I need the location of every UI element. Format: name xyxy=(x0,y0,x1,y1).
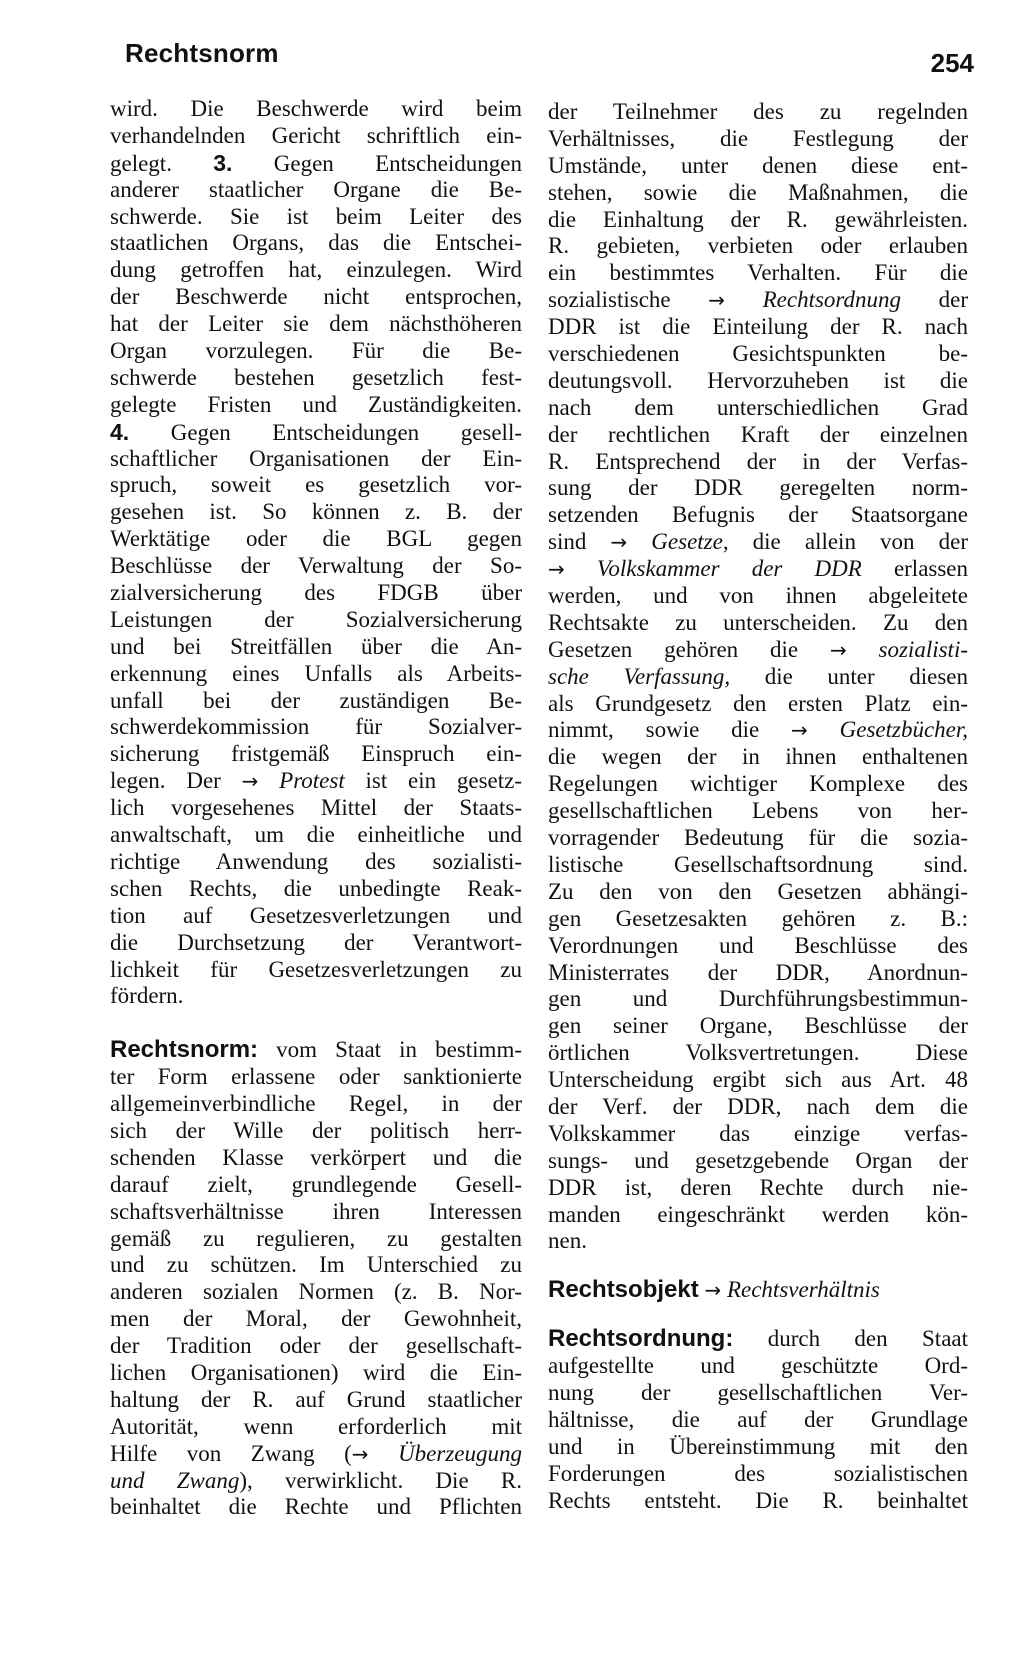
text-line: Werktätige oder die BGL gegen xyxy=(110,526,522,552)
text-line: Unterscheidung ergibt sich aus Art. 48 xyxy=(548,1067,968,1093)
text-line: schen Rechts, die unbedingte Reak- xyxy=(110,875,522,901)
text-line: gesellschaftlichen Lebens von her- xyxy=(548,798,968,824)
text-line: Volkskammer das einzige verfas- xyxy=(548,1120,968,1146)
text-line: Verordnungen und Beschlüsse des xyxy=(548,932,968,958)
text-line: men der Moral, der Gewohnheit, xyxy=(110,1306,522,1332)
text-line: gen Gesetzesakten gehören z. B.: xyxy=(548,905,968,931)
cross-reference-rechtsverhaeltnis: Rechtsverhältnis xyxy=(726,1277,880,1303)
text-line: als Grundgesetz den ersten Platz ein- xyxy=(548,690,968,716)
text-line: haltung der R. auf Grund staatlicher xyxy=(110,1386,522,1412)
cross-reference-verfassung-cont: sche Verfassung, xyxy=(548,663,731,689)
text-line: Rechtsordnung: durch den Staat xyxy=(548,1326,968,1353)
right-column xyxy=(548,99,968,1514)
text-line: unfall bei der zuständigen Be- xyxy=(110,687,522,713)
paragraph-gap xyxy=(548,1255,968,1277)
text-line: Verhältnisses, die Festlegung der xyxy=(548,125,968,151)
text-line: schwerde bestehen gesetzlich fest- xyxy=(110,364,522,390)
text-line: nach dem unterschiedlichen Grad xyxy=(548,394,968,420)
paragraph-gap xyxy=(548,1304,968,1326)
text-line: erkennung eines Unfalls als Arbeits- xyxy=(110,660,522,686)
text-line: verschiedenen Gesichtspunkten be- xyxy=(548,341,968,367)
text-line: die Durchsetzung der Verantwort- xyxy=(110,929,522,955)
text-line: Autorität, wenn erforderlich mit xyxy=(110,1413,522,1439)
left-column xyxy=(110,96,522,1521)
cross-reference-gesetze: Gesetze, xyxy=(651,529,729,555)
text-line: gemäß zu regulieren, zu gestalten xyxy=(110,1225,522,1251)
text-line: der rechtlichen Kraft der einzelnen xyxy=(548,421,968,447)
text-line: sich der Wille der politisch herr- xyxy=(110,1117,522,1143)
text-line: stehen, sowie die Maßnahmen, die xyxy=(548,179,968,205)
text-line: 4. Gegen Entscheidungen gesell- xyxy=(110,418,522,445)
text-line: schenden Klasse verkörpert und die xyxy=(110,1144,522,1170)
text-line: die Einhaltung der R. gewährleisten. xyxy=(548,206,968,232)
text-line: listische Gesellschaftsordnung sind. xyxy=(548,851,968,877)
enumeration-number: 4. xyxy=(110,418,130,445)
text-line: darauf zielt, grundlegende Gesell- xyxy=(110,1171,522,1197)
text-line: sind → Gesetze, die allein von der xyxy=(548,529,968,555)
text-line: und in Übereinstimmung mit den xyxy=(548,1433,968,1459)
text-line: aufgestellte und geschützte Ord- xyxy=(548,1353,968,1379)
text-line: Ministerrates der DDR, Anordnun- xyxy=(548,959,968,985)
entry-rechtsobjekt xyxy=(548,1277,968,1304)
text-line: R. Entsprechend der in der Verfas- xyxy=(548,448,968,474)
text-line: und Zwang), verwirklicht. Die R. xyxy=(110,1467,522,1493)
text-line: lichkeit für Gesetzesverletzungen zu xyxy=(110,956,522,982)
text-line: Zu den von den Gesetzen abhängi- xyxy=(548,878,968,904)
text-line: sozialistische → Rechtsordnung der xyxy=(548,287,968,313)
text-line: anderen sozialen Normen (z. B. Nor- xyxy=(110,1279,522,1305)
entry-rechtsnorm-continued xyxy=(548,99,968,1255)
text-line: sung der DDR geregelten norm- xyxy=(548,475,968,501)
entry-rechtsnorm xyxy=(110,1037,522,1521)
text-line: staatlichen Organs, das die Entschei- xyxy=(110,230,522,256)
cross-reference-arrow-icon: → xyxy=(610,530,628,555)
text-line: die wegen der in ihnen enthaltenen xyxy=(548,744,968,770)
text-line: lich vorgesehenes Mittel der Staats- xyxy=(110,795,522,821)
text-line: Organ vorzulegen. Für die Be- xyxy=(110,338,522,364)
text-line: setzenden Befugnis der Staatsorgane xyxy=(548,502,968,528)
text-line: Beschlüsse der Verwaltung der So- xyxy=(110,553,522,579)
text-line: werden, und von ihnen abgeleitete xyxy=(548,583,968,609)
text-line: wird. Die Beschwerde wird beim xyxy=(110,96,522,121)
text-line: der Beschwerde nicht entsprochen, xyxy=(110,284,522,310)
cross-reference-arrow-icon: → xyxy=(241,769,259,794)
text-line: verhandelnden Gericht schriftlich ein- xyxy=(110,122,522,148)
text-line: und bei Streitfällen über die An- xyxy=(110,633,522,659)
text-line: Leistungen der Sozialversicherung xyxy=(110,606,522,632)
text-line: Rechtsakte zu unterscheiden. Zu den xyxy=(548,609,968,635)
cross-reference-arrow-icon: → xyxy=(829,637,847,662)
text-line: DDR ist die Einteilung der R. nach xyxy=(548,314,968,340)
text-line: schaftsverhältnisse ihren Interessen xyxy=(110,1198,522,1224)
cross-reference-arrow-icon: → xyxy=(791,718,808,743)
text-line: Rechts entsteht. Die R. beinhaltet xyxy=(548,1487,968,1513)
text-line: der Teilnehmer des zu regelnden xyxy=(548,99,968,124)
text-line: gen seiner Organe, Beschlüsse der xyxy=(548,1013,968,1039)
text-line: fördern. xyxy=(110,983,184,1009)
text-line: Umstände, unter denen diese ent- xyxy=(548,152,968,178)
cross-reference-gesetzbuecher: Gesetzbücher, xyxy=(839,717,968,743)
text-line: tion auf Gesetzesverletzungen und xyxy=(110,902,522,928)
text-line: gesehen ist. So können z. B. der xyxy=(110,499,522,525)
text-line: deutungsvoll. Hervorzuheben ist die xyxy=(548,367,968,393)
paragraph-rechtsmittel-continued xyxy=(110,96,522,1010)
text-line: hat der Leiter sie dem nächsthöheren xyxy=(110,311,522,337)
text-line: der Verf. der DDR, nach dem die xyxy=(548,1093,968,1119)
text-line: sungs- und gesetzgebende Organ der xyxy=(548,1147,968,1173)
text-line: schaftlicher Organisationen der Ein- xyxy=(110,445,522,471)
text-line: Forderungen des sozialistischen xyxy=(548,1460,968,1486)
text-line: sche Verfassung, die unter diesen xyxy=(548,663,968,689)
text-line: gen und Durchführungsbestimmun- xyxy=(548,986,968,1012)
text-line: nimmt, sowie die → Gesetzbücher, xyxy=(548,717,968,743)
entry-headword: Rechtsordnung: xyxy=(548,1326,734,1353)
cross-reference-ueberzeugung-cont: und Zwang xyxy=(110,1467,240,1493)
cross-reference-arrow-icon: → xyxy=(351,1441,369,1466)
entry-headword: Rechtsnorm: xyxy=(110,1037,259,1064)
text-line: sicherung fristgemäß Einspruch ein- xyxy=(110,741,522,767)
page-number: 254 xyxy=(930,48,974,78)
text-line: hältnisse, die auf der Grundlage xyxy=(548,1406,968,1432)
cross-reference-arrow-icon: → xyxy=(704,1278,722,1303)
text-line: dung getroffen hat, einzulegen. Wird xyxy=(110,257,522,283)
cross-reference-volkskammer: Volkskammer der DDR xyxy=(596,556,862,582)
text-line: vorragender Bedeutung für die sozia- xyxy=(548,825,968,851)
text-line: gelegt. 3. Gegen Entscheidungen xyxy=(110,149,522,176)
text-line: nen. xyxy=(548,1228,587,1254)
text-line xyxy=(548,1277,968,1304)
entry-headword: Rechtsobjekt xyxy=(548,1277,699,1304)
text-line: zialversicherung des FDGB über xyxy=(110,580,522,606)
text-line: R. gebieten, verbieten oder erlauben xyxy=(548,233,968,259)
text-line: nung der gesellschaftlichen Ver- xyxy=(548,1379,968,1405)
paragraph-gap xyxy=(110,1010,522,1037)
text-line: anderer staatlicher Organe die Be- xyxy=(110,176,522,202)
text-line: Rechtsnorm: vom Staat in bestimm- xyxy=(110,1037,522,1064)
cross-reference-protest: Protest xyxy=(279,768,345,794)
text-line: → Volkskammer der DDR erlassen xyxy=(548,556,968,582)
text-line: örtlichen Volksvertretungen. Diese xyxy=(548,1040,968,1066)
text-line: allgemeinverbindliche Regel, in der xyxy=(110,1091,522,1117)
text-line: richtige Anwendung des sozialisti- xyxy=(110,848,522,874)
enumeration-number: 3. xyxy=(213,149,233,176)
text-line: anwaltschaft, um die einheitliche und xyxy=(110,822,522,848)
text-line: schwerde. Sie ist beim Leiter des xyxy=(110,203,522,229)
text-line: Hilfe von Zwang (→ Überzeugung xyxy=(110,1440,522,1466)
cross-reference-arrow-icon: → xyxy=(708,288,726,313)
text-line: Regelungen wichtiger Komplexe des xyxy=(548,771,968,797)
cross-reference-rechtsordnung: Rechtsordnung xyxy=(762,287,902,313)
text-line: manden eingeschränkt werden kön- xyxy=(548,1201,968,1227)
text-line: und zu schützen. Im Unterschied zu xyxy=(110,1252,522,1278)
text-line: Gesetzen gehören die → sozialisti- xyxy=(548,636,968,662)
text-line: der Tradition oder der gesellschaft- xyxy=(110,1333,522,1359)
text-line: DDR ist, deren Rechte durch nie- xyxy=(548,1174,968,1200)
text-line: ein bestimmtes Verhalten. Für die xyxy=(548,260,968,286)
text-line: legen. Der → Protest ist ein gesetz- xyxy=(110,768,522,794)
text-line: gelegte Fristen und Zuständigkeiten. xyxy=(110,391,522,417)
text-line: ter Form erlassene oder sanktionierte xyxy=(110,1064,522,1090)
text-line: lichen Organisationen) wird die Ein- xyxy=(110,1359,522,1385)
text-line: beinhaltet die Rechte und Pflichten xyxy=(110,1494,522,1520)
cross-reference-verfassung: sozialisti- xyxy=(878,636,968,662)
cross-reference-arrow-icon: → xyxy=(548,557,565,582)
running-head: Rechtsnorm xyxy=(125,38,279,68)
entry-rechtsordnung xyxy=(548,1326,968,1514)
cross-reference-ueberzeugung: Überzeugung xyxy=(398,1440,522,1466)
text-line: spruch, soweit es gesetzlich vor- xyxy=(110,472,522,498)
text-line: schwerdekommission für Sozialver- xyxy=(110,714,522,740)
